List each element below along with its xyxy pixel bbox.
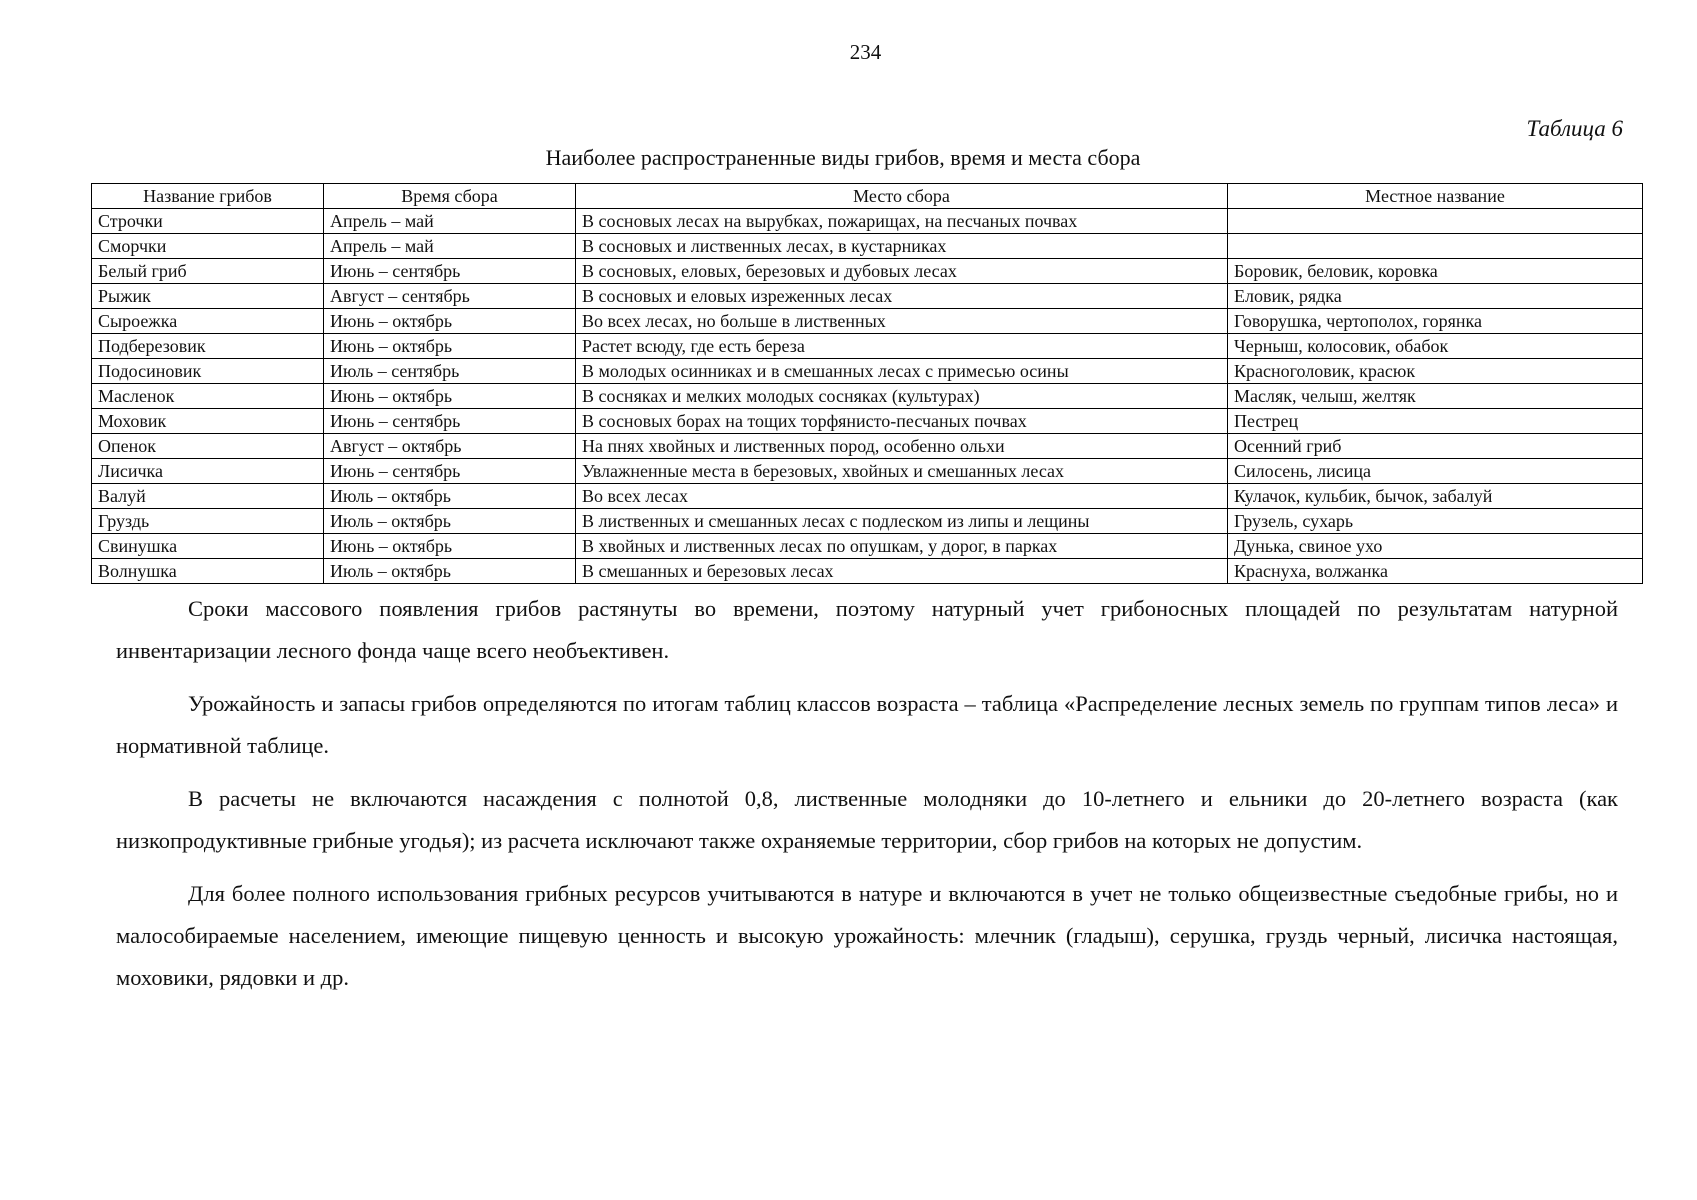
cell-collection-time: Июль – октябрь xyxy=(324,509,576,534)
table-row xyxy=(92,284,1643,309)
cell-mushroom-name: Валуй xyxy=(92,484,324,509)
cell-collection-place: В смешанных и березовых лесах xyxy=(576,559,1228,584)
cell-mushroom-name: Лисичка xyxy=(92,459,324,484)
cell-collection-place: Увлажненные места в березовых, хвойных и смешанных лесах xyxy=(576,459,1228,484)
paragraph: В расчеты не включаются насаждения с полнотой 0,8, лиственные молодняки до 10-летнего и ельники до 20-летнего возраста (как низкопродуктивные грибные угодья); из расчета исключают также охраняемые территории, сбор грибов на которых не допустим. xyxy=(116,786,1618,853)
table-row xyxy=(92,234,1643,259)
cell-collection-place: В сосновых и лиственных лесах, в кустарниках xyxy=(576,234,1228,259)
cell-collection-time: Июнь – сентябрь xyxy=(324,259,576,284)
cell-collection-time: Август – октябрь xyxy=(324,434,576,459)
cell-local-name: Грузель, сухарь xyxy=(1228,509,1643,534)
cell-collection-time: Июнь – октябрь xyxy=(324,384,576,409)
table-row xyxy=(92,209,1643,234)
table-row xyxy=(92,334,1643,359)
cell-collection-time: Июнь – октябрь xyxy=(324,334,576,359)
cell-mushroom-name: Сморчки xyxy=(92,234,324,259)
cell-mushroom-name: Груздь xyxy=(92,509,324,534)
cell-mushroom-name: Моховик xyxy=(92,409,324,434)
cell-mushroom-name: Подберезовик xyxy=(92,334,324,359)
cell-collection-time: Август – сентябрь xyxy=(324,284,576,309)
cell-collection-time: Июнь – сентябрь xyxy=(324,459,576,484)
cell-collection-place: В сосновых борах на тощих торфянисто-песчаных почвах xyxy=(576,409,1228,434)
body-text xyxy=(116,588,1618,1010)
cell-mushroom-name: Подосиновик xyxy=(92,359,324,384)
cell-collection-place: В хвойных и лиственных лесах по опушкам, у дорог, в парках xyxy=(576,534,1228,559)
cell-collection-time: Июль – октябрь xyxy=(324,484,576,509)
table-row xyxy=(92,409,1643,434)
table-row xyxy=(92,259,1643,284)
cell-local-name xyxy=(1228,209,1643,234)
table-title: Наиболее распространенные виды грибов, время и места сбора xyxy=(545,145,1141,170)
header-local-name: Местное название xyxy=(1228,184,1643,209)
mushroom-table-container xyxy=(91,183,1643,584)
mushroom-table xyxy=(91,183,1643,584)
cell-local-name: Черныш, колосовик, обабок xyxy=(1228,334,1643,359)
cell-collection-time: Июнь – октябрь xyxy=(324,534,576,559)
header-collection-time: Время сбора xyxy=(324,184,576,209)
paragraph: Урожайность и запасы грибов определяются по итогам таблиц классов возраста – таблица «Распределение лесных земель по группам типов леса» и нормативной таблице. xyxy=(116,691,1618,758)
cell-local-name: Пестрец xyxy=(1228,409,1643,434)
cell-collection-time: Июнь – октябрь xyxy=(324,309,576,334)
cell-collection-time: Апрель – май xyxy=(324,209,576,234)
cell-mushroom-name: Свинушка xyxy=(92,534,324,559)
cell-collection-time: Июль – сентябрь xyxy=(324,359,576,384)
cell-collection-place: В сосновых лесах на вырубках, пожарищах, на песчаных почвах xyxy=(576,209,1228,234)
table-row xyxy=(92,309,1643,334)
table-row xyxy=(92,559,1643,584)
cell-collection-place: В сосняках и мелких молодых сосняках (культурах) xyxy=(576,384,1228,409)
header-collection-place: Место сбора xyxy=(576,184,1228,209)
cell-local-name: Говорушка, чертополох, горянка xyxy=(1228,309,1643,334)
cell-collection-time: Июль – октябрь xyxy=(324,559,576,584)
cell-local-name: Дунька, свиное ухо xyxy=(1228,534,1643,559)
cell-local-name xyxy=(1228,234,1643,259)
cell-local-name: Осенний гриб xyxy=(1228,434,1643,459)
cell-local-name: Красноголовик, красюк xyxy=(1228,359,1643,384)
cell-mushroom-name: Белый гриб xyxy=(92,259,324,284)
cell-collection-place: Во всех лесах, но больше в лиственных xyxy=(576,309,1228,334)
cell-collection-place: В лиственных и смешанных лесах с подлеском из липы и лещины xyxy=(576,509,1228,534)
cell-collection-place: На пнях хвойных и лиственных пород, особенно ольхи xyxy=(576,434,1228,459)
cell-collection-place: В сосновых и еловых изреженных лесах xyxy=(576,284,1228,309)
cell-mushroom-name: Сыроежка xyxy=(92,309,324,334)
cell-collection-time: Апрель – май xyxy=(324,234,576,259)
paragraph: Сроки массового появления грибов растянуты во времени, поэтому натурный учет грибоносных площадей по результатам натурной инвентаризации лесного фонда чаще всего необъективен. xyxy=(116,596,1618,663)
cell-collection-place: Растет всюду, где есть береза xyxy=(576,334,1228,359)
header-mushroom-name: Название грибов xyxy=(92,184,324,209)
table-row xyxy=(92,534,1643,559)
table-label: Таблица 6 xyxy=(1526,116,1623,141)
table-body xyxy=(92,209,1643,584)
cell-mushroom-name: Масленок xyxy=(92,384,324,409)
table-header-row xyxy=(92,184,1643,209)
table-row xyxy=(92,509,1643,534)
table-row xyxy=(92,459,1643,484)
page-number: 234 xyxy=(849,40,882,64)
paragraph: Для более полного использования грибных ресурсов учитываются в натуре и включаются в учет не только общеизвестные съедобные грибы, но и малособираемые населением, имеющие пищевую ценность и высокую урожайность: млечник (гладыш), серушка, груздь черный, лисичка настоящая, моховики, рядовки и др. xyxy=(116,881,1618,990)
cell-local-name: Краснуха, волжанка xyxy=(1228,559,1643,584)
cell-local-name: Кулачок, кульбик, бычок, забалуй xyxy=(1228,484,1643,509)
cell-collection-place: В молодых осинниках и в смешанных лесах с примесью осины xyxy=(576,359,1228,384)
cell-collection-place: Во всех лесах xyxy=(576,484,1228,509)
cell-local-name: Масляк, челыш, желтяк xyxy=(1228,384,1643,409)
cell-mushroom-name: Рыжик xyxy=(92,284,324,309)
table-row xyxy=(92,384,1643,409)
cell-local-name: Силосень, лисица xyxy=(1228,459,1643,484)
table-row xyxy=(92,359,1643,384)
cell-mushroom-name: Волнушка xyxy=(92,559,324,584)
cell-collection-place: В сосновых, еловых, березовых и дубовых лесах xyxy=(576,259,1228,284)
table-row xyxy=(92,484,1643,509)
cell-mushroom-name: Строчки xyxy=(92,209,324,234)
cell-collection-time: Июнь – сентябрь xyxy=(324,409,576,434)
cell-mushroom-name: Опенок xyxy=(92,434,324,459)
cell-local-name: Боровик, беловик, коровка xyxy=(1228,259,1643,284)
table-row xyxy=(92,434,1643,459)
cell-local-name: Еловик, рядка xyxy=(1228,284,1643,309)
